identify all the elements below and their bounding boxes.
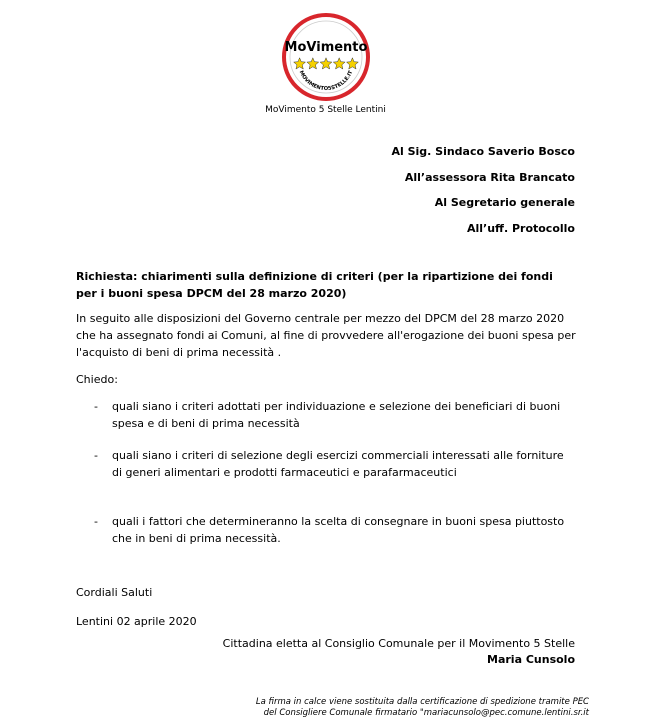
request-item <box>76 513 576 547</box>
closing-block <box>76 584 197 630</box>
bullet-dash: - <box>94 515 98 528</box>
logo-url-text: MOVIMENTO5STELLE.IT <box>297 69 355 93</box>
intro-paragraph: In seguito alle disposizioni del Governo centrale per mezzo del DPCM del 28 marzo 2020 che ha assegnato fondi ai Comuni, al fine di provvedere all'erogazione dei buoni spesa per l'acquisto di beni di prima necessità . <box>76 312 576 359</box>
bullet-dash: - <box>94 449 98 462</box>
recipient-line: All’assessora Rita Brancato <box>404 170 575 184</box>
signature-role: Cittadina eletta al Consiglio Comunale per il Movimento 5 Stelle <box>222 637 575 650</box>
signature-block <box>223 636 575 668</box>
request-list <box>76 398 576 547</box>
request-label: Chiedo: <box>76 373 118 386</box>
request-text: quali i fattori che determineranno la scelta di consegnare in buoni spesa piuttosto che in beni di prima necessità. <box>112 515 565 545</box>
request-item <box>76 447 576 481</box>
footnote-line: del Consigliere Comunale firmatario "mariacunsolo@pec.comune.lentini.sr.it <box>263 708 589 718</box>
recipients-block <box>391 144 575 246</box>
subject-line: Richiesta: chiarimenti sulla definizione di criteri (per la ripartizione dei fondi per i buoni spesa DPCM del 28 marzo 2020) <box>76 270 553 300</box>
footnote-line: La firma in calce viene sostituita dalla certificazione di spedizione tramite PEC <box>255 697 589 707</box>
movimento-5-stelle-logo <box>281 12 371 102</box>
letter-body <box>76 268 576 547</box>
recipient-line: Al Segretario generale <box>434 196 575 209</box>
recipient-line: All’uff. Protocollo <box>466 221 575 235</box>
place-date: Lentini 02 aprile 2020 <box>76 615 197 628</box>
logo-caption: MoVimento 5 Stelle Lentini <box>265 105 386 115</box>
request-text: quali siano i criteri di selezione degli esercizi commerciali interessati alle forniture di generi alimentari e prodotti farmaceutici e parafarmaceutici <box>112 449 564 479</box>
signature-name: Maria Cunsolo <box>487 653 575 666</box>
request-item <box>76 398 576 432</box>
bullet-dash: - <box>94 400 98 413</box>
request-text: quali siano i criteri adottati per individuazione e selezione dei beneficiari di buoni spesa e di beni di prima necessità <box>112 400 561 430</box>
logo-emblem-icon <box>281 12 371 102</box>
recipient-line: Al Sig. Sindaco Saverio Bosco <box>391 145 575 158</box>
pec-footnote <box>256 697 589 719</box>
logo-title: MoVimento <box>284 40 368 55</box>
greeting: Cordiali Saluti <box>76 586 153 599</box>
